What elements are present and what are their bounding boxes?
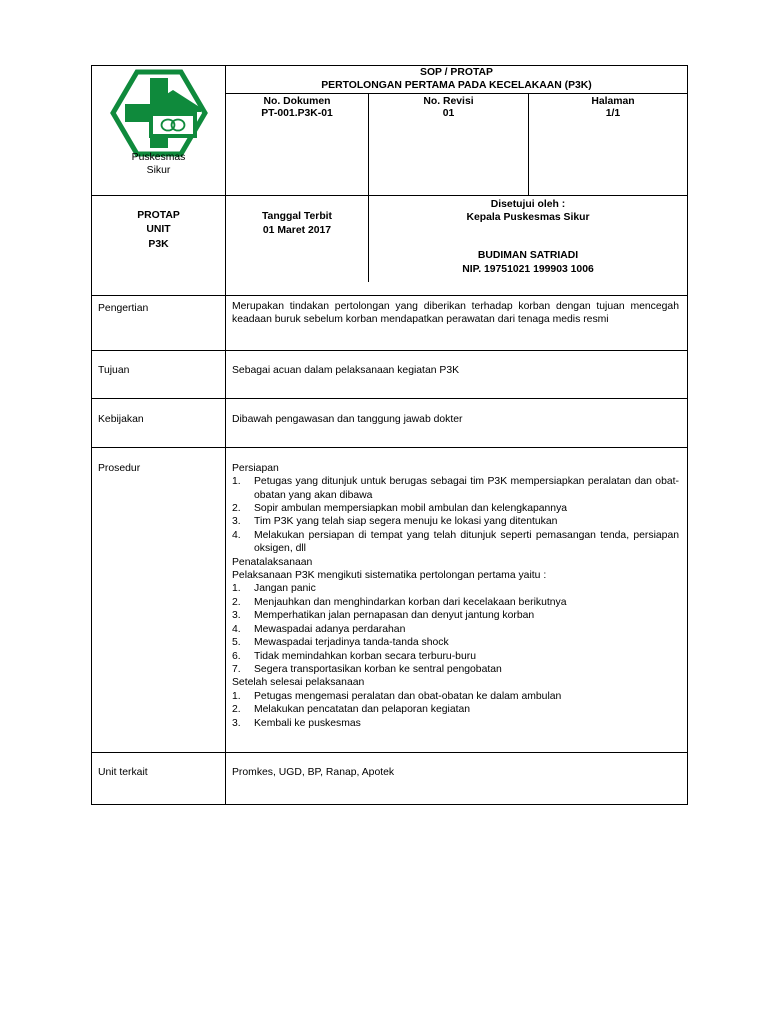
list-item-text: Segera transportasikan korban ke sentral pengobatan bbox=[254, 663, 502, 675]
list-item-number: 2. bbox=[232, 596, 241, 608]
penatalaksanaan-list bbox=[232, 582, 679, 676]
list-item-number: 4. bbox=[232, 529, 241, 541]
list-item bbox=[232, 623, 679, 636]
list-item-number: 3. bbox=[232, 610, 241, 622]
tanggal-terbit-cell bbox=[226, 196, 369, 282]
tanggal-terbit-value: 01 Maret 2017 bbox=[262, 225, 332, 237]
list-item bbox=[232, 663, 679, 676]
logo-cell bbox=[92, 66, 226, 196]
list-item-text: Tidak memindahkan korban secara terburu-buru bbox=[254, 650, 476, 662]
protap-line-1: PROTAP bbox=[137, 209, 180, 221]
list-item bbox=[232, 636, 679, 649]
tanggal-terbit-label: Tanggal Terbit bbox=[261, 210, 333, 222]
list-item-text: Mewaspadai terjadinya tanda-tanda shock bbox=[254, 637, 449, 649]
list-item-text: Menjauhkan dan menghindarkan korban dari kecelakaan berikutnya bbox=[254, 596, 567, 608]
protap-cell bbox=[92, 195, 226, 295]
no-revisi-cell bbox=[369, 94, 529, 195]
document-title bbox=[226, 66, 688, 94]
persiapan-title: Persiapan bbox=[232, 462, 279, 474]
document-info-row bbox=[226, 93, 688, 195]
kebijakan-text: Dibawah pengawasan dan tanggung jawab dokter bbox=[226, 398, 688, 447]
list-item-text: Melakukan persiapan di tempat yang telah ditunjuk seperti pemasangan tenda, persiapan oksigen, dll bbox=[254, 529, 679, 555]
tujuan-label: Tujuan bbox=[92, 350, 226, 398]
list-item bbox=[232, 596, 679, 609]
list-item-number: 7. bbox=[232, 663, 241, 675]
puskesmas-logo-icon bbox=[109, 68, 209, 158]
title-line-2: PERTOLONGAN PERTAMA PADA KECELAKAAN (P3K) bbox=[321, 80, 592, 92]
no-dokumen-label: No. Dokumen bbox=[263, 95, 331, 107]
list-item-text: Petugas mengemasi peralatan dan obat-obatan ke dalam ambulan bbox=[254, 690, 562, 702]
list-item-text: Petugas yang ditunjuk untuk berugas sebagai tim P3K mempersiapkan peralatan dan obat-obatan yang akan dibawa bbox=[254, 476, 679, 501]
list-item-number: 6. bbox=[232, 650, 241, 662]
no-dokumen-cell bbox=[226, 94, 369, 195]
list-item-text: Tim P3K yang telah siap segera menuju ke lokasi yang ditentukan bbox=[254, 516, 558, 528]
unit-terkait-text: Promkes, UGD, BP, Ranap, Apotek bbox=[226, 752, 688, 804]
list-item bbox=[232, 717, 679, 730]
kebijakan-label: Kebijakan bbox=[92, 398, 226, 447]
halaman-cell bbox=[529, 94, 687, 195]
setelah-list bbox=[232, 690, 679, 730]
list-item-number: 1. bbox=[232, 690, 241, 702]
list-item bbox=[232, 475, 679, 502]
list-item bbox=[232, 502, 679, 515]
list-item-number: 2. bbox=[232, 503, 241, 515]
sop-document-table bbox=[91, 65, 688, 805]
list-item-text: Melakukan pencatatan dan pelaporan kegiatan bbox=[254, 704, 471, 716]
list-item-text: Memperhatikan jalan pernapasan dan denyut jantung korban bbox=[254, 610, 535, 622]
logo-caption-line-1: Puskesmas bbox=[131, 152, 186, 163]
list-item-number: 1. bbox=[232, 583, 241, 595]
list-item-text: Jangan panic bbox=[254, 583, 316, 595]
logo-caption-line-2: Sikur bbox=[146, 165, 171, 176]
pejabat-nip: NIP. 19751021 199903 1006 bbox=[462, 263, 594, 275]
list-item-number: 1. bbox=[232, 476, 241, 488]
disetujui-label: Disetujui oleh : bbox=[490, 198, 566, 210]
halaman-value: 1/1 bbox=[605, 108, 621, 120]
pengertian-label: Pengertian bbox=[92, 295, 226, 350]
no-dokumen-value: PT-001.P3K-01 bbox=[261, 108, 333, 120]
pejabat-nama: BUDIMAN SATRIADI bbox=[477, 249, 579, 261]
disetujui-jabatan: Kepala Puskesmas Sikur bbox=[466, 212, 590, 224]
protap-line-2: UNIT bbox=[146, 224, 171, 236]
list-item bbox=[232, 650, 679, 663]
no-revisi-label: No. Revisi bbox=[423, 95, 474, 107]
list-item bbox=[232, 609, 679, 622]
list-item-number: 5. bbox=[232, 637, 241, 649]
protap-line-3: P3K bbox=[148, 238, 169, 250]
no-revisi-value: 01 bbox=[442, 108, 455, 120]
prosedur-content bbox=[226, 447, 688, 752]
unit-terkait-label: Unit terkait bbox=[92, 752, 226, 804]
list-item bbox=[232, 703, 679, 716]
list-item bbox=[232, 690, 679, 703]
list-item-text: Sopir ambulan mempersiapkan mobil ambulan dan kelengkapannya bbox=[254, 503, 568, 515]
disetujui-cell bbox=[369, 196, 687, 282]
list-item bbox=[232, 582, 679, 595]
list-item-text: Mewaspadai adanya perdarahan bbox=[254, 623, 406, 635]
penatalaksanaan-intro: Pelaksanaan P3K mengikuti sistematika pertolongan pertama yaitu : bbox=[232, 570, 547, 582]
title-line-1: SOP / PROTAP bbox=[420, 67, 493, 78]
list-item-number: 2. bbox=[232, 704, 241, 716]
list-item-number: 3. bbox=[232, 516, 241, 528]
logo-caption bbox=[92, 151, 225, 177]
prosedur-label: Prosedur bbox=[92, 447, 226, 752]
approval-row bbox=[226, 195, 688, 295]
penatalaksanaan-title: Penatalaksanaan bbox=[232, 556, 313, 568]
list-item-number: 4. bbox=[232, 623, 241, 635]
pengertian-text: Merupakan tindakan pertolongan yang diberikan terhadap korban dengan tujuan mencegah keadaan buruk sebelum korban mendapatkan perawatan dari tenaga medis resmi bbox=[226, 295, 688, 350]
halaman-label: Halaman bbox=[591, 95, 635, 107]
list-item-text: Kembali ke puskesmas bbox=[254, 717, 361, 729]
tujuan-text: Sebagai acuan dalam pelaksanaan kegiatan P3K bbox=[226, 350, 688, 398]
list-item-number: 3. bbox=[232, 717, 241, 729]
setelah-title: Setelah selesai pelaksanaan bbox=[232, 677, 365, 689]
persiapan-list bbox=[232, 475, 679, 555]
list-item bbox=[232, 515, 679, 528]
list-item bbox=[232, 529, 679, 556]
